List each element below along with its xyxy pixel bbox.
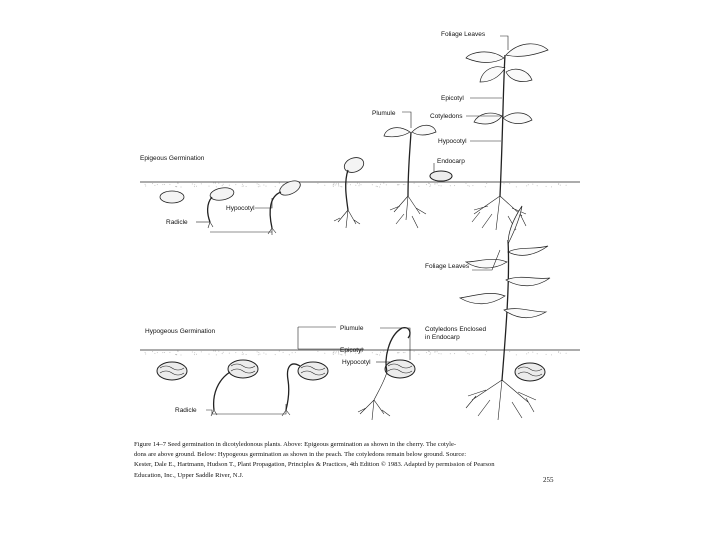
soil-dot [532,184,533,185]
soil-dot [430,185,431,186]
pit-stage-1 [157,362,187,380]
seedling-stage-4-bottom [358,328,415,420]
soil-dot [164,352,165,353]
soil-dot [235,352,236,353]
label-epicotyl-top: Epicotyl [441,95,464,102]
soil-dot [334,183,335,184]
soil-dot [324,185,325,186]
label-hypocotyl-top-left: Hypocotyl [226,205,255,212]
label-radicle-bottom: Radicle [175,407,197,414]
soil-dot [454,185,455,186]
soil-dot [181,355,182,356]
soil-dot [194,354,195,355]
soil-dot [379,355,380,356]
soil-dot [209,354,210,355]
soil-dot [546,186,547,187]
soil-dot [259,186,260,187]
soil-dot [376,354,377,355]
pit-stage-2 [211,360,258,416]
soil-dot [438,185,439,186]
label-cotyledons-enclosed-2: in Endocarp [425,334,460,341]
soil-dot [333,354,334,355]
soil-dot [566,185,567,186]
soil-dot [213,351,214,352]
soil-dot [486,183,487,184]
soil-dot [336,183,337,184]
soil-dot [338,186,339,187]
soil-dot [372,184,373,185]
soil-dot [504,183,505,184]
soil-dot [157,352,158,353]
soil-dot [429,351,430,352]
soil-dot [377,354,378,355]
soil-dot [242,186,243,187]
soil-dot [338,184,339,185]
soil-dot [145,186,146,187]
soil-dot [450,185,451,186]
soil-dot [292,352,293,353]
hypogeous-panel [140,206,580,420]
soil-dot [175,354,176,355]
soil-dot [275,354,276,355]
soil-dot [429,186,430,187]
soil-dot [361,184,362,185]
soil-dot [429,183,430,184]
soil-dot [350,184,351,185]
soil-dot [216,186,217,187]
caption-line-3: Kester, Dale E., Hartmann, Hudson T., Plant Propagation, Principles & Practices, 4th Edition © 1983. Adapted by permission of Pearson [134,461,495,469]
soil-dot [176,354,177,355]
soil-dot [472,353,473,354]
soil-dot [246,186,247,187]
soil-dot [218,351,219,352]
soil-dot [257,183,258,184]
soil-dot [222,185,223,186]
caption-line-2: dons are above ground. Below: Hypogeous germination as shown in the peach. The cotyledons remain below ground. Source: [134,451,467,459]
soil-dot [532,352,533,353]
label-epicotyl-bottom: Epicotyl [340,347,363,354]
soil-dot [537,353,538,354]
soil-dot [414,351,415,352]
soil-dot [196,186,197,187]
soil-dot [192,352,193,353]
soil-dot [338,351,339,352]
soil-dot [537,185,538,186]
soil-dot [359,183,360,184]
soil-dot [347,183,348,184]
soil-dot [467,353,468,354]
soil-dot [243,354,244,355]
soil-dot [340,354,341,355]
label-cotyledons-enclosed-1: Cotyledons Enclosed [425,326,487,333]
soil-dot [335,353,336,354]
soil-stipple-top [145,183,567,188]
soil-dot [213,183,214,184]
soil-dot [383,183,384,184]
soil-dot [386,184,387,185]
soil-dot [340,186,341,187]
seedling-stage-4 [334,155,366,228]
soil-dot [380,184,381,185]
soil-dot [242,352,243,353]
soil-dot [178,183,179,184]
soil-dot [399,184,400,185]
soil-dot [209,186,210,187]
soil-dot [258,352,259,353]
soil-dot [438,353,439,354]
soil-dot [341,186,342,187]
label-cotyledons-top: Cotyledons [430,113,463,120]
soil-dot [215,351,216,352]
soil-dot [546,354,547,355]
soil-dot [176,186,177,187]
soil-dot [317,351,318,352]
seedling-stage-6 [466,44,548,230]
soil-dot [509,183,510,184]
soil-dot [258,354,259,355]
soil-dot [376,186,377,187]
soil-dot [434,352,435,353]
soil-dot [558,184,559,185]
soil-dot [201,351,202,352]
soil-dot [223,352,224,353]
soil-dot [336,351,337,352]
soil-dot [162,184,163,185]
soil-dot [414,183,415,184]
page-number: 255 [543,476,554,484]
soil-dot [222,353,223,354]
soil-dot [426,184,427,185]
soil-dot [258,184,259,185]
soil-dot [223,184,224,185]
pit-stage-3 [282,362,328,416]
soil-dot [152,351,153,352]
soil-dot [279,183,280,184]
soil-dot [194,186,195,187]
label-hypocotyl-bottom: Hypocotyl [342,359,371,366]
soil-dot [466,351,467,352]
soil-dot [467,185,468,186]
soil-dot [338,352,339,353]
soil-dot [334,351,335,352]
label-plumule-bottom: Plumule [340,325,364,332]
hypogeous-title: Hypogeous Germination [145,328,216,335]
soil-dot [551,186,552,187]
callouts-top [196,36,508,232]
soil-dot [516,354,517,355]
soil-dot [469,354,470,355]
soil-dot [263,353,264,354]
soil-dot [418,186,419,187]
soil-dot [345,355,346,356]
soil-dot [194,184,195,185]
soil-dot [441,353,442,354]
caption-line-4: Education, Inc., Upper Saddle River, N.J. [134,471,244,479]
soil-dot [259,354,260,355]
label-foliage-leaves-bottom: Foliage Leaves [425,263,470,270]
soil-dot [485,354,486,355]
soil-dot [194,352,195,353]
soil-dot [266,186,267,187]
soil-dot [528,352,529,353]
soil-dot [201,183,202,184]
soil-dot [275,186,276,187]
soil-dot [441,185,442,186]
soil-dot [403,352,404,353]
soil-dot [257,351,258,352]
soil-dot [335,185,336,186]
soil-dot [359,185,360,186]
epigeous-title: Epigeous Germination [140,155,205,162]
soil-dot [526,185,527,186]
seed-stage-1 [160,191,184,203]
soil-dot [404,352,405,353]
soil-dot [152,183,153,184]
soil-dot [229,353,230,354]
soil-dot [333,186,334,187]
soil-dot [235,184,236,185]
soil-dot [145,352,146,353]
soil-dot [560,353,561,354]
soil-dot [154,185,155,186]
soil-dot [181,187,182,188]
soil-dot [295,352,296,353]
soil-dot [526,353,527,354]
soil-dot [229,185,230,186]
epigeous-panel [140,31,580,235]
soil-dot [516,186,517,187]
soil-dot [341,354,342,355]
soil-dot [383,351,384,352]
soil-dot [509,351,510,352]
soil-dot [357,183,358,184]
soil-dot [429,354,430,355]
soil-dot [380,352,381,353]
soil-dot [333,352,334,353]
soil-dot [258,186,259,187]
soil-dot [246,354,247,355]
soil-dot [145,354,146,355]
soil-dot [404,184,405,185]
soil-dot [324,353,325,354]
soil-dot [450,353,451,354]
soil-dot [486,351,487,352]
soil-dot [243,186,244,187]
soil-dot [566,353,567,354]
soil-dot [317,183,318,184]
soil-dot [178,351,179,352]
soil-dot [377,186,378,187]
soil-dot [437,183,438,184]
soil-dot [434,184,435,185]
label-endocarp-top: Endocarp [437,158,465,165]
soil-dot [528,184,529,185]
soil-dot [372,352,373,353]
soil-dot [242,184,243,185]
caption-line-1: Figure 14–7 Seed germination in dicotyledonous plants. Above: Epigeous germination as shown in the cherry. The cotyle- [134,441,457,448]
soil-dot [215,183,216,184]
soil-dot [266,354,267,355]
soil-dot [466,183,467,184]
soil-dot [333,184,334,185]
soil-dot [169,352,170,353]
label-radicle-top: Radicle [166,219,188,226]
soil-dot [355,185,356,186]
soil-dot [289,354,290,355]
soil-dot [196,354,197,355]
soil-dot [437,351,438,352]
soil-dot [398,352,399,353]
soil-dot [283,352,284,353]
soil-dot [560,185,561,186]
soil-dot [426,352,427,353]
soil-dot [175,186,176,187]
soil-dot [157,184,158,185]
label-plumule-top: Plumule [372,110,396,117]
label-hypocotyl-top-right: Hypocotyl [438,138,467,145]
soil-dot [338,183,339,184]
soil-dot [242,354,243,355]
soil-dot [379,187,380,188]
soil-dot [145,184,146,185]
seedling-stage-5-bottom [460,206,550,420]
soil-dot [162,352,163,353]
soil-dot [403,184,404,185]
soil-dot [216,354,217,355]
soil-dot [454,353,455,354]
figure-caption [134,440,574,481]
soil-dot [164,184,165,185]
soil-dot [169,184,170,185]
soil-dot [218,183,219,184]
soil-dot [263,185,264,186]
soil-dot [279,351,280,352]
soil-dot [485,186,486,187]
soil-dot [558,352,559,353]
soil-dot [418,354,419,355]
soil-dot [551,354,552,355]
seed-stage-3 [268,178,303,235]
soil-dot [398,184,399,185]
soil-dot [472,185,473,186]
soil-dot [469,186,470,187]
soil-dot [154,353,155,354]
label-foliage-leaves-top: Foliage Leaves [441,31,486,38]
soil-dot [399,352,400,353]
soil-dot [192,184,193,185]
soil-dot [430,353,431,354]
